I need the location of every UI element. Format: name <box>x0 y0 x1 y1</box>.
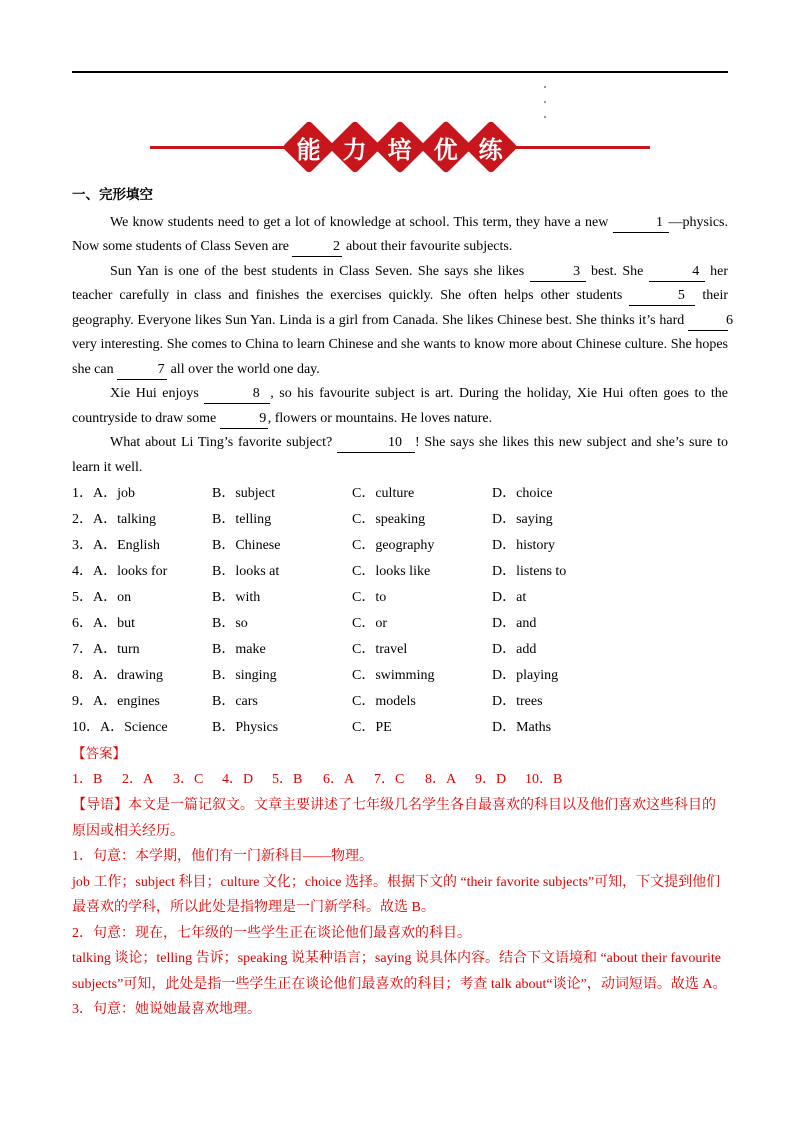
banner-char <box>328 120 382 174</box>
passage-text: ! She says she likes this new subject and she’s sure to learn it well. <box>72 435 728 475</box>
option-c: C．travel <box>352 641 408 657</box>
banner-line-right <box>512 146 650 149</box>
option-b: B．looks at <box>212 563 280 579</box>
banner-char-text: 练 <box>479 135 503 164</box>
blank-9: 9 <box>220 411 268 429</box>
explanations <box>72 793 728 1023</box>
option-b: B．singing <box>212 667 277 683</box>
option-c: C．culture <box>352 485 415 501</box>
answer-item: 4．D <box>222 772 254 787</box>
passage-text: Xie Hui enjoys <box>110 386 205 401</box>
option-c: C．PE <box>352 719 392 735</box>
passage-text: We know students need to get a lot of knowledge at school. This term, they have a new <box>110 214 613 230</box>
blank-3: 3 <box>530 264 586 282</box>
banner-char-text: 优 <box>433 135 458 164</box>
passage-text: —physics. Now some students of Class Seven are <box>72 214 728 254</box>
option-a: 3．A．English <box>72 537 160 553</box>
option-d: D．at <box>492 589 527 605</box>
option-a: 1．A．job <box>72 485 135 501</box>
option-a: 10．A．Science <box>72 719 168 735</box>
answer-title: 【答案】 <box>72 746 126 762</box>
blank-6: 6 <box>688 313 728 331</box>
option-b: B．make <box>212 641 266 657</box>
decor-dot <box>544 101 546 103</box>
cloze-passage <box>72 211 733 481</box>
option-d: D．trees <box>492 693 543 709</box>
option-c: C．swimming <box>352 667 435 683</box>
option-a: 6．A．but <box>72 615 135 631</box>
question-6-options <box>72 611 728 637</box>
explanation-line: 2．句意：现在，七年级的一些学生正在谈论他们最喜欢的科目。 <box>72 925 471 941</box>
option-b: B．so <box>212 615 248 631</box>
blank-8: 8 <box>204 386 270 404</box>
answer-item: 3．C <box>173 772 204 787</box>
option-b: B．cars <box>212 693 258 709</box>
question-5-options <box>72 585 728 611</box>
banner-char-text: 培 <box>388 135 412 164</box>
option-a: 8．A．drawing <box>72 667 163 683</box>
option-a: 2．A．talking <box>72 511 156 527</box>
answer-item: 10．B <box>525 772 563 787</box>
blank-7: 7 <box>117 362 167 380</box>
passage-text: very interesting. She comes to China to learn Chinese and she wants to know more about Chinese culture. She hopes she can <box>72 337 728 377</box>
option-b: B．telling <box>212 511 272 527</box>
question-7-options <box>72 637 728 663</box>
option-d: D．Maths <box>492 719 552 735</box>
blank-5: 5 <box>629 288 695 306</box>
passage-text: about their favourite subjects. <box>342 239 513 254</box>
option-d: D．add <box>492 641 537 657</box>
answer-key <box>72 767 728 793</box>
explanation-line: talking 谈论；telling 告诉；speaking 说某种语言；saying 说具体内容。结合下文语境和 “about their favourite subjects”可知，此处是指一些学生正在谈论他们最喜欢的科目；考查 talk about“谈论”，动词短语。故选 A。 <box>72 951 727 992</box>
question-2-options <box>72 507 728 533</box>
option-c: C．looks like <box>352 563 431 579</box>
banner-char <box>464 120 518 174</box>
passage-text: their geography. Everyone likes Sun Yan. Linda is a girl from Canada. She likes Chinese best. She thinks it’s hard <box>72 288 728 328</box>
explanation-line: 3．句意：她说她最喜欢地理。 <box>72 1002 261 1017</box>
decor-dot <box>544 86 546 88</box>
option-d: D．history <box>492 537 555 553</box>
question-8-options <box>72 663 728 689</box>
document-body <box>72 183 733 1023</box>
explanation-line: 【导语】本文是一篇记叙文。文章主要讲述了七年级几名学生各自最喜欢的科目以及他们喜欢这些科目的原因或相关经历。 <box>72 798 716 839</box>
question-1-options <box>72 481 728 507</box>
banner-char <box>282 120 336 174</box>
banner-char <box>373 120 427 174</box>
banner-char-text: 能 <box>297 135 321 164</box>
blank-10: 10 <box>337 435 415 453</box>
option-b: B．with <box>212 589 261 605</box>
option-a: 9．A．engines <box>72 693 160 709</box>
option-c: C．speaking <box>352 511 426 527</box>
option-b: B．Chinese <box>212 537 281 553</box>
option-b: B．Physics <box>212 719 279 735</box>
question-9-options <box>72 689 728 715</box>
option-c: C．geography <box>352 537 435 553</box>
banner-char-text: 力 <box>342 135 367 164</box>
blank-2: 2 <box>292 239 342 257</box>
option-d: D．choice <box>492 485 553 501</box>
decor-dot <box>544 116 546 118</box>
option-d: D．playing <box>492 667 559 683</box>
passage-text: all over the world one day. <box>167 361 320 377</box>
section-banner <box>150 124 650 170</box>
option-a: 4．A．looks for <box>72 563 168 579</box>
passage-text: best. She <box>585 263 649 279</box>
option-b: B．subject <box>212 485 275 501</box>
answer-item: 1．B <box>72 772 103 787</box>
option-d: D．saying <box>492 511 553 527</box>
answer-item: 8．A <box>425 772 457 787</box>
passage-paragraph <box>72 431 728 480</box>
section-title: 一、完形填空 <box>72 187 153 203</box>
options-list <box>72 481 728 741</box>
passage-text: , so his favourite subject is art. During the holiday, Xie Hui often goes to the countryside to draw some <box>72 386 729 426</box>
explanation-line: job 工作；subject 科目；culture 文化；choice 选择。根据下文的 “their favorite subjects”可知，下文提到他们最喜欢的学科，所以此处是指物理是一门新学科。故选 B。 <box>72 874 721 915</box>
answer-item: 9．D <box>475 772 507 787</box>
option-a: 5．A．on <box>72 589 132 605</box>
answer-item: 5．B <box>272 772 303 787</box>
passage-paragraph <box>72 211 728 260</box>
answer-item: 2．A <box>122 772 154 787</box>
explanation-line: 1．句意：本学期，他们有一门新科目——物理。 <box>72 849 373 864</box>
blank-4: 4 <box>649 264 705 282</box>
banner-title <box>290 124 510 170</box>
question-10-options <box>72 715 728 741</box>
question-4-options <box>72 559 728 585</box>
passage-paragraph <box>72 382 728 431</box>
header-rule <box>72 71 728 73</box>
option-c: C．or <box>352 615 387 631</box>
question-3-options <box>72 533 728 559</box>
answer-item: 6．A <box>323 772 355 787</box>
option-c: C．to <box>352 589 387 605</box>
passage-paragraph <box>72 260 733 383</box>
banner-char <box>419 120 473 174</box>
passage-text: What about Li Ting’s favorite subject? <box>110 435 337 450</box>
option-d: D．listens to <box>492 563 567 579</box>
blank-1: 1 <box>613 215 669 233</box>
option-c: C．models <box>352 693 416 709</box>
passage-text: Sun Yan is one of the best students in Class Seven. She says she likes <box>110 263 530 279</box>
answer-item: 7．C <box>374 772 405 787</box>
passage-text: her teacher carefully in class and finishes the exercises quickly. She often helps other students <box>72 263 728 303</box>
banner-line-left <box>150 146 288 149</box>
option-a: 7．A．turn <box>72 641 140 657</box>
passage-text: , flowers or mountains. He loves nature. <box>267 410 493 426</box>
option-d: D．and <box>492 615 537 631</box>
